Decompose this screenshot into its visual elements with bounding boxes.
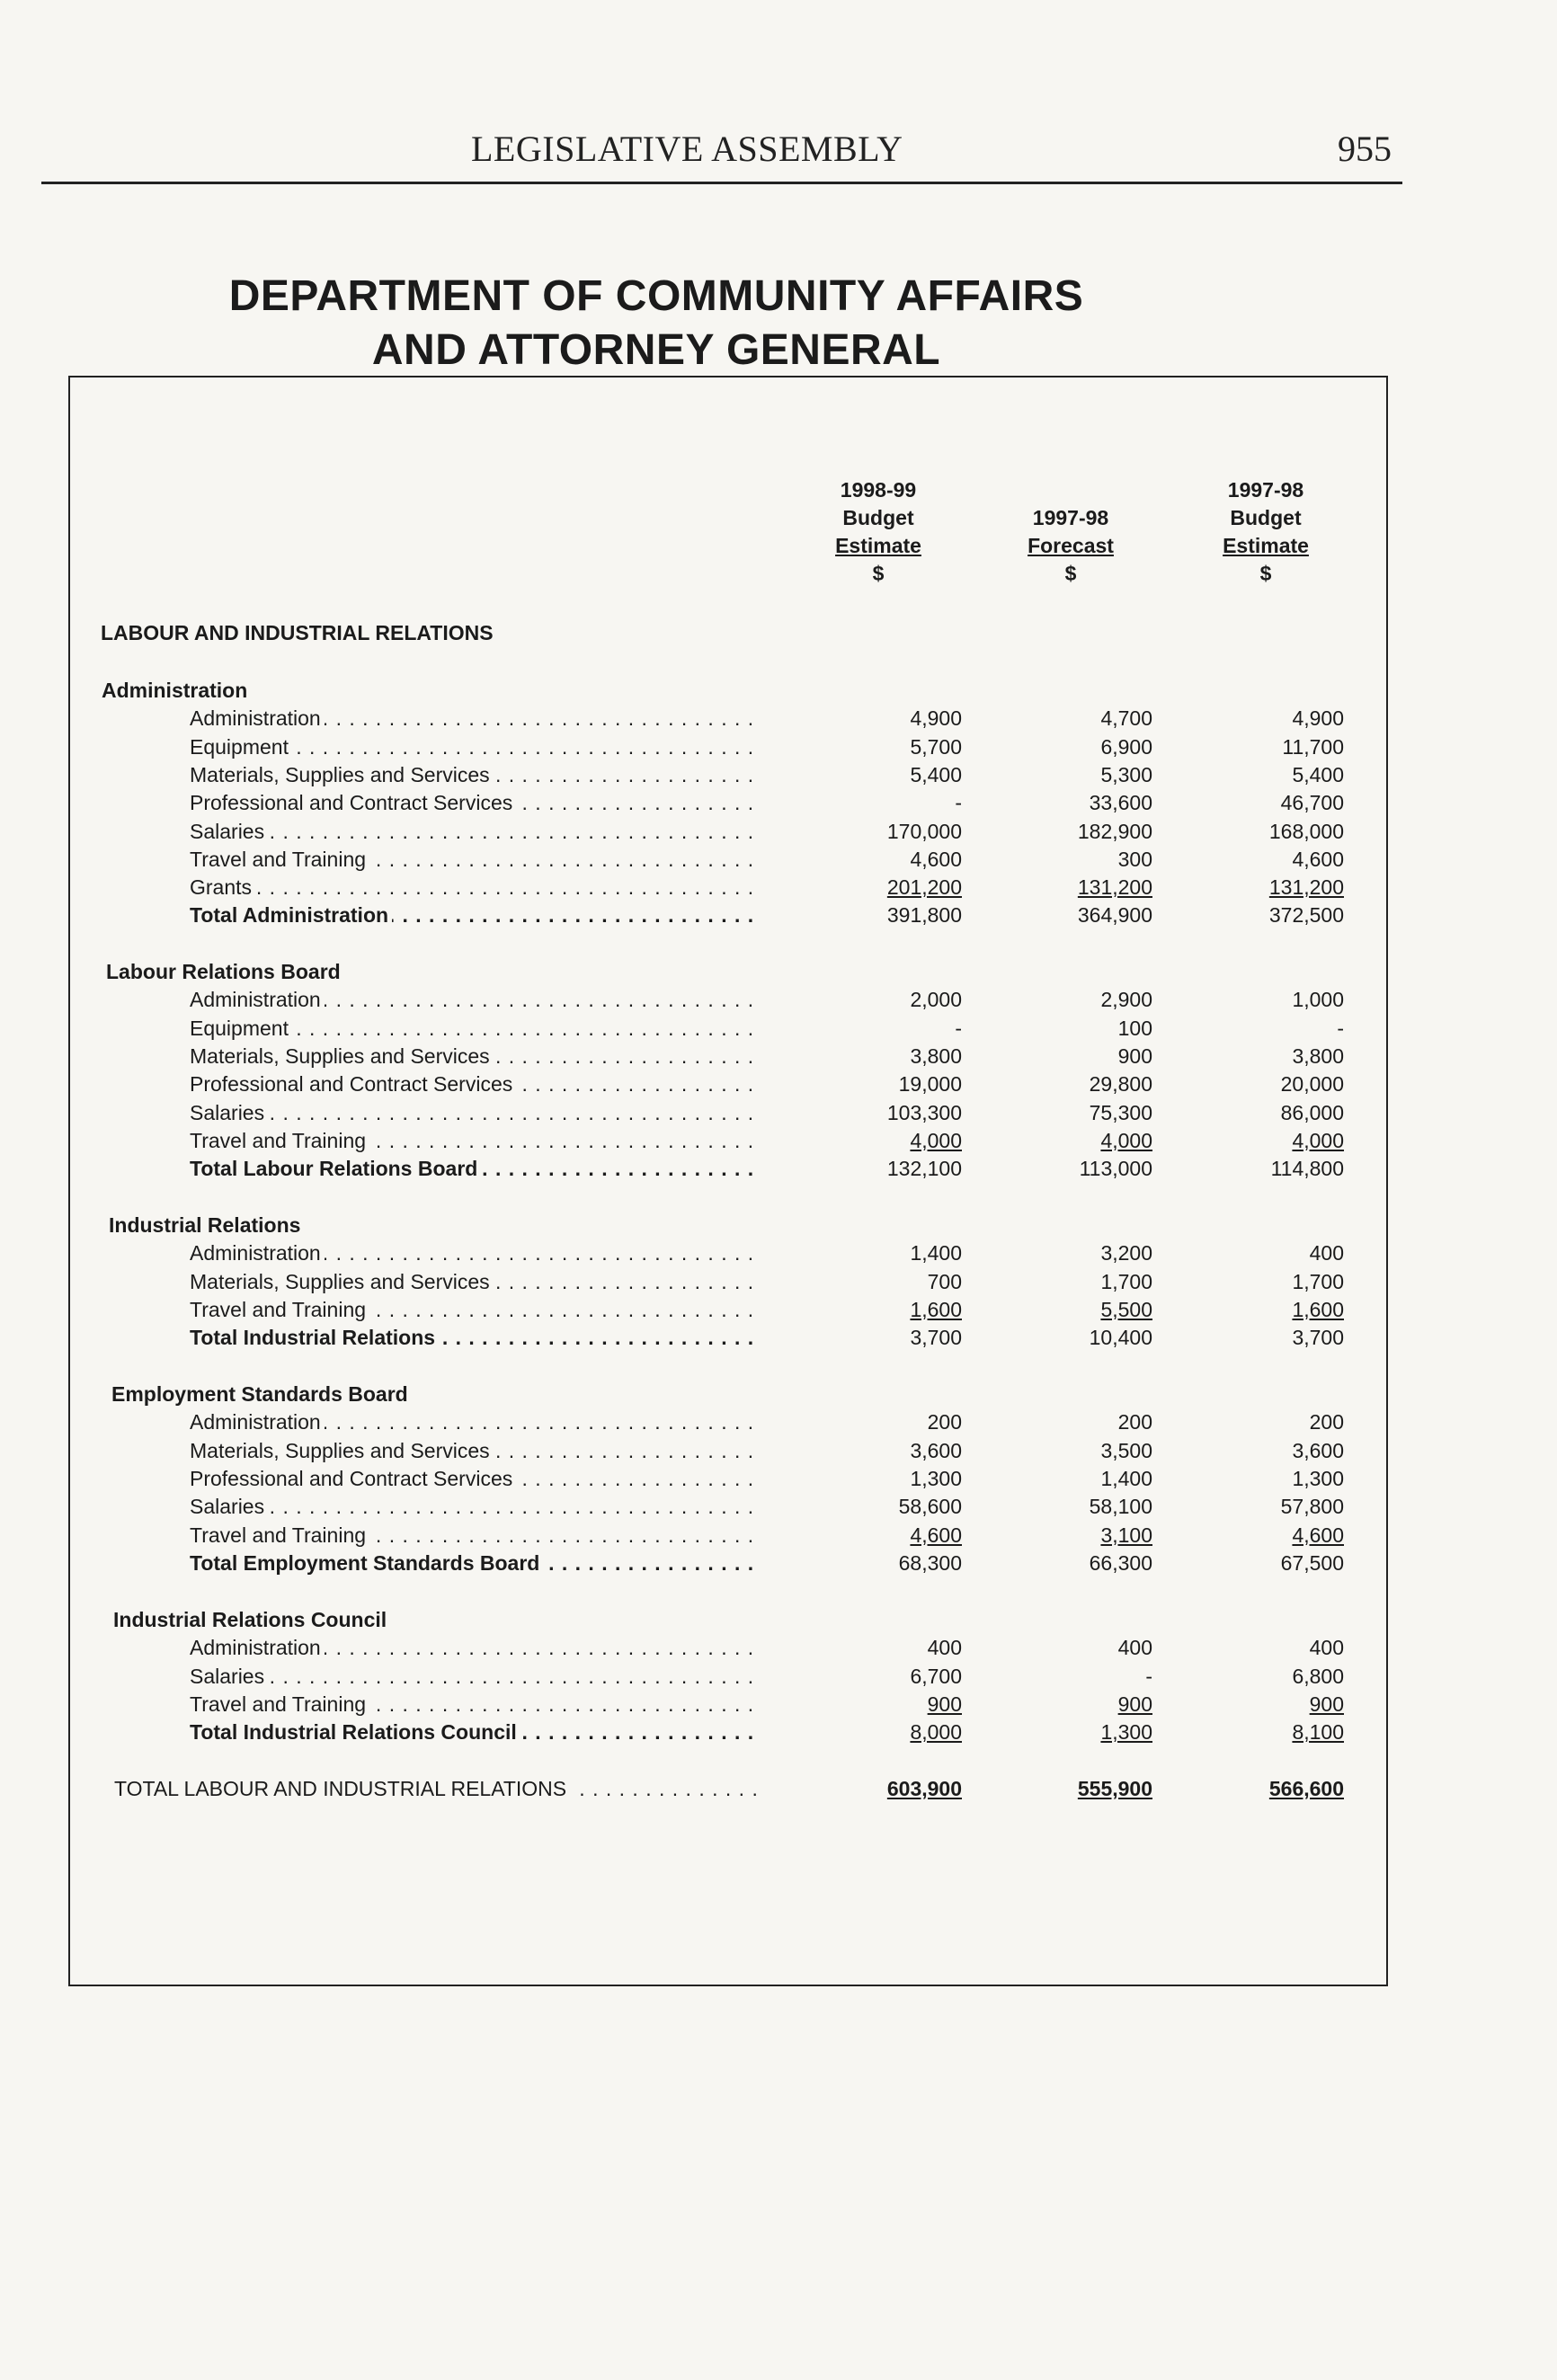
cell-value: 68,300 xyxy=(898,1550,962,1575)
total-row xyxy=(0,903,1557,931)
column-year: 1997-98 xyxy=(1227,478,1304,502)
row-label-text: Materials, Supplies and Services xyxy=(190,1270,494,1293)
row-label xyxy=(190,1523,756,1551)
row-label xyxy=(190,1241,756,1269)
cell-value: 900 xyxy=(1117,1692,1152,1716)
cell-value: 1,300 xyxy=(1292,1466,1344,1490)
cell-value: 1,700 xyxy=(1100,1269,1152,1293)
table-row xyxy=(0,1072,1557,1100)
row-label-text: Salaries xyxy=(190,1101,268,1124)
row-label-text: Total Administration xyxy=(190,903,392,927)
cell-value: 700 xyxy=(927,1269,962,1293)
cell-value: 58,600 xyxy=(898,1495,962,1519)
row-label xyxy=(190,1072,756,1100)
cell-value: 400 xyxy=(1117,1636,1152,1660)
cell-value: 57,800 xyxy=(1280,1495,1344,1519)
cell-value: 3,200 xyxy=(1100,1241,1152,1265)
column-unit: $ xyxy=(1064,562,1077,585)
row-label-text: Administration xyxy=(190,706,325,730)
row-label xyxy=(190,848,756,875)
cell-value: 8,100 xyxy=(1292,1720,1344,1745)
table-row xyxy=(0,1636,1557,1664)
table-row xyxy=(0,1439,1557,1467)
total-row xyxy=(0,1551,1557,1579)
table-row xyxy=(0,1044,1557,1072)
row-label-text: Materials, Supplies and Services xyxy=(190,1439,494,1462)
cell-value: 372,500 xyxy=(1268,903,1344,928)
cell-value: 5,400 xyxy=(1292,762,1344,786)
cell-value: 3,100 xyxy=(1100,1523,1152,1547)
row-label xyxy=(190,1298,756,1326)
row-label xyxy=(190,791,756,819)
row-label-text: Professional and Contract Services xyxy=(190,1072,516,1096)
row-label xyxy=(190,988,756,1016)
column-subtype: Estimate xyxy=(835,534,921,557)
cell-value: 75,300 xyxy=(1089,1100,1152,1124)
table-row xyxy=(0,1270,1557,1298)
cell-value: - xyxy=(1337,1016,1344,1040)
group-title: Industrial Relations Council xyxy=(113,1608,387,1631)
row-label xyxy=(190,820,756,848)
row-label-text: Grants xyxy=(190,875,255,899)
cell-value: 603,900 xyxy=(886,1777,962,1800)
cell-value: 1,300 xyxy=(910,1466,962,1490)
cell-value: 4,600 xyxy=(910,1523,962,1547)
cell-value: 6,800 xyxy=(1292,1664,1344,1688)
cell-value: 400 xyxy=(1309,1241,1344,1265)
column-header-1997-98-budget-estimate xyxy=(1176,476,1356,588)
cell-value: 182,900 xyxy=(1077,819,1152,843)
column-type: Forecast xyxy=(1028,534,1114,557)
cell-value: 300 xyxy=(1117,847,1152,871)
row-label-text: Materials, Supplies and Services xyxy=(190,763,494,786)
row-label-text: Salaries xyxy=(190,820,268,843)
cell-value: 103,300 xyxy=(886,1100,962,1124)
cell-value: 5,500 xyxy=(1100,1297,1152,1321)
row-label xyxy=(190,1551,756,1579)
table-row xyxy=(0,1410,1557,1438)
row-label xyxy=(190,1101,756,1129)
cell-value: 100 xyxy=(1117,1016,1152,1040)
cell-value: 200 xyxy=(1117,1410,1152,1434)
row-label-text: Total Employment Standards Board xyxy=(190,1551,543,1575)
row-label-text: Professional and Contract Services xyxy=(190,791,516,814)
cell-value: 3,700 xyxy=(910,1326,962,1350)
row-label-text: Salaries xyxy=(190,1495,268,1518)
cell-value: 1,400 xyxy=(910,1241,962,1265)
cell-value: 4,600 xyxy=(1292,1523,1344,1547)
cell-value: 6,900 xyxy=(1100,734,1152,759)
cell-value: 20,000 xyxy=(1280,1072,1344,1097)
cell-value: 3,700 xyxy=(1292,1326,1344,1350)
row-label xyxy=(190,875,756,903)
cell-value: 29,800 xyxy=(1089,1072,1152,1097)
column-year: 1997-98 xyxy=(1032,506,1109,529)
row-label-text: Total Industrial Relations xyxy=(190,1326,439,1349)
row-label-text: Travel and Training xyxy=(190,848,369,871)
row-label-text: Equipment xyxy=(190,1017,292,1040)
cell-value: 4,000 xyxy=(1100,1128,1152,1152)
column-type: Budget xyxy=(842,506,914,529)
cell-value: 2,000 xyxy=(910,988,962,1012)
cell-value: 200 xyxy=(927,1410,962,1434)
column-type: Budget xyxy=(1230,506,1302,529)
table-row xyxy=(0,1665,1557,1692)
group-title: Employment Standards Board xyxy=(111,1382,408,1406)
running-title: LEGISLATIVE ASSEMBLY xyxy=(471,129,903,169)
cell-value: 900 xyxy=(1117,1043,1152,1068)
cell-value: 1,600 xyxy=(910,1297,962,1321)
cell-value: 5,300 xyxy=(1100,762,1152,786)
row-label xyxy=(190,1326,756,1354)
section-title: LABOUR AND INDUSTRIAL RELATIONS xyxy=(101,621,494,644)
cell-value: 1,600 xyxy=(1292,1297,1344,1321)
row-label xyxy=(190,1720,756,1748)
cell-value: 168,000 xyxy=(1268,819,1344,843)
row-label xyxy=(190,1495,756,1523)
table-row xyxy=(0,763,1557,791)
cell-value: 555,900 xyxy=(1077,1777,1152,1800)
row-label xyxy=(190,1017,756,1044)
table-row xyxy=(0,791,1557,819)
row-label-text: Travel and Training xyxy=(190,1298,369,1321)
table-row xyxy=(0,1298,1557,1326)
table-row xyxy=(0,1467,1557,1495)
table-row xyxy=(0,1101,1557,1129)
cell-value: 566,600 xyxy=(1268,1777,1344,1800)
group-title: Industrial Relations xyxy=(109,1213,301,1237)
row-label xyxy=(190,1636,756,1664)
row-label xyxy=(190,1044,756,1072)
table-row xyxy=(0,1692,1557,1720)
cell-value: 4,900 xyxy=(1292,706,1344,731)
group-title: Administration xyxy=(102,679,248,702)
row-label-text: Administration xyxy=(190,1410,325,1434)
cell-value: 3,500 xyxy=(1100,1438,1152,1462)
cell-value: 1,700 xyxy=(1292,1269,1344,1293)
cell-value: 131,200 xyxy=(1077,875,1152,900)
cell-value: 6,700 xyxy=(910,1664,962,1688)
row-label xyxy=(190,1665,756,1692)
cell-value: 19,000 xyxy=(898,1072,962,1097)
cell-value: 131,200 xyxy=(1268,875,1344,900)
table-row xyxy=(0,1017,1557,1044)
cell-value: 3,800 xyxy=(1292,1043,1344,1068)
row-label xyxy=(190,1410,756,1438)
cell-value: 201,200 xyxy=(886,875,962,900)
cell-value: 46,700 xyxy=(1280,791,1344,815)
total-row xyxy=(0,1157,1557,1185)
cell-value: - xyxy=(955,791,962,815)
row-label xyxy=(190,903,756,931)
table-row xyxy=(0,1241,1557,1269)
row-label-text: Travel and Training xyxy=(190,1129,369,1152)
cell-value: 391,800 xyxy=(886,903,962,928)
row-label-text: Administration xyxy=(190,988,325,1011)
group-title: Labour Relations Board xyxy=(106,960,341,983)
column-year: 1998-99 xyxy=(840,478,917,502)
column-header-1998-99-budget-estimate xyxy=(788,476,968,588)
cell-value: 3,800 xyxy=(910,1043,962,1068)
column-unit: $ xyxy=(872,562,885,585)
cell-value: 114,800 xyxy=(1270,1157,1344,1181)
column-unit: $ xyxy=(1259,562,1272,585)
cell-value: 4,000 xyxy=(1292,1128,1344,1152)
cell-value: 4,700 xyxy=(1100,706,1152,731)
cell-value: - xyxy=(1145,1664,1152,1688)
row-label-text: Total Industrial Relations Council xyxy=(190,1720,520,1744)
table-row xyxy=(0,1495,1557,1523)
row-label xyxy=(190,1692,756,1720)
cell-value: 900 xyxy=(927,1692,962,1716)
page-number: 955 xyxy=(1338,129,1392,169)
cell-value: 170,000 xyxy=(886,819,962,843)
table-row xyxy=(0,988,1557,1016)
cell-value: 4,600 xyxy=(910,847,962,871)
table-row xyxy=(0,1523,1557,1551)
cell-value: 1,000 xyxy=(1292,988,1344,1012)
row-label xyxy=(190,735,756,763)
cell-value: 200 xyxy=(1309,1410,1344,1434)
table-row xyxy=(0,848,1557,875)
cell-value: 3,600 xyxy=(910,1438,962,1462)
row-label xyxy=(190,763,756,791)
cell-value: 10,400 xyxy=(1089,1326,1152,1350)
row-label xyxy=(190,1467,756,1495)
cell-value: 5,400 xyxy=(910,762,962,786)
grand-total-row xyxy=(0,1777,1557,1805)
column-header-1997-98-forecast xyxy=(981,504,1161,588)
cell-value: 3,600 xyxy=(1292,1438,1344,1462)
cell-value: 364,900 xyxy=(1077,903,1152,928)
cell-value: 400 xyxy=(1309,1636,1344,1660)
cell-value: 400 xyxy=(927,1636,962,1660)
cell-value: 86,000 xyxy=(1280,1100,1344,1124)
table-row xyxy=(0,875,1557,903)
row-label-text: Total Labour Relations Board xyxy=(190,1157,481,1180)
cell-value: 4,000 xyxy=(910,1128,962,1152)
row-label-text: Salaries xyxy=(190,1665,268,1688)
cell-value: 900 xyxy=(1309,1692,1344,1716)
cell-value: 8,000 xyxy=(910,1720,962,1745)
cell-value: 33,600 xyxy=(1089,791,1152,815)
cell-value: 66,300 xyxy=(1089,1550,1152,1575)
row-label-text: Travel and Training xyxy=(190,1523,369,1547)
row-label-text: Professional and Contract Services xyxy=(190,1467,516,1490)
row-label xyxy=(190,1270,756,1298)
cell-value: 67,500 xyxy=(1280,1550,1344,1575)
row-label xyxy=(190,1439,756,1467)
column-subtype: Estimate xyxy=(1223,534,1309,557)
row-label-text: Administration xyxy=(190,1241,325,1265)
department-title-line1: DEPARTMENT OF COMMUNITY AFFAIRS xyxy=(228,272,1084,320)
table-row xyxy=(0,706,1557,734)
row-label-text: TOTAL LABOUR AND INDUSTRIAL RELATIONS xyxy=(114,1777,570,1800)
cell-value: 1,400 xyxy=(1100,1466,1152,1490)
table-row xyxy=(0,1129,1557,1157)
table-row xyxy=(0,735,1557,763)
cell-value: 4,900 xyxy=(910,706,962,731)
department-title-line2: AND ATTORNEY GENERAL xyxy=(371,326,941,374)
cell-value: 1,300 xyxy=(1100,1720,1152,1745)
table-row xyxy=(0,820,1557,848)
cell-value: 4,600 xyxy=(1292,847,1344,871)
cell-value: 11,700 xyxy=(1282,734,1344,759)
cell-value: - xyxy=(955,1016,962,1040)
cell-value: 5,700 xyxy=(910,734,962,759)
cell-value: 132,100 xyxy=(886,1157,962,1181)
row-label xyxy=(190,706,756,734)
row-label xyxy=(114,1777,761,1805)
row-label-text: Administration xyxy=(190,1636,325,1659)
cell-value: 113,000 xyxy=(1079,1157,1152,1181)
row-label xyxy=(190,1157,756,1185)
row-label-text: Travel and Training xyxy=(190,1692,369,1716)
cell-value: 2,900 xyxy=(1100,988,1152,1012)
total-row xyxy=(0,1326,1557,1354)
row-label-text: Equipment xyxy=(190,735,292,759)
row-label-text: Materials, Supplies and Services xyxy=(190,1044,494,1068)
cell-value: 58,100 xyxy=(1089,1495,1152,1519)
total-row xyxy=(0,1720,1557,1748)
row-label xyxy=(190,1129,756,1157)
